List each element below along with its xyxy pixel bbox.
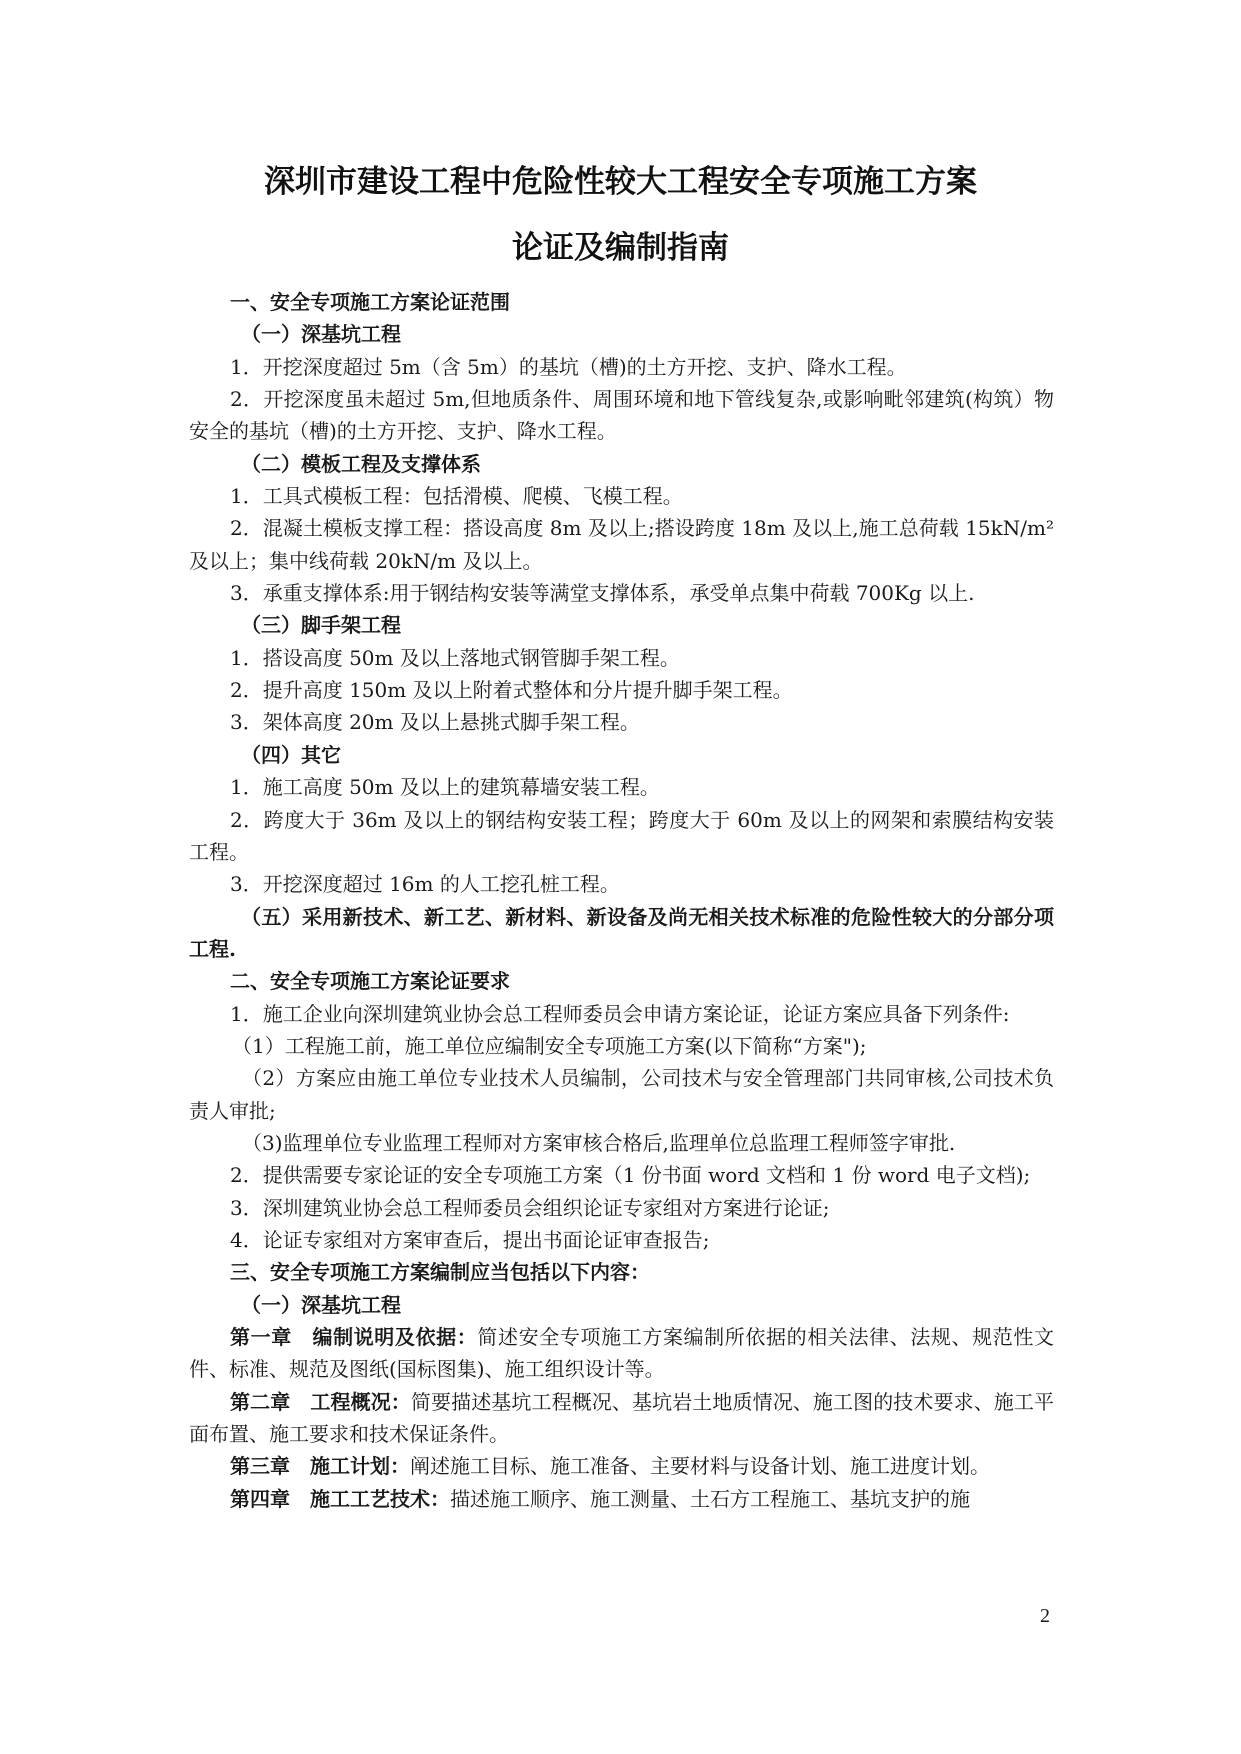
paragraph [189, 1386, 1054, 1451]
paragraph [189, 642, 1054, 674]
paragraph [189, 512, 1054, 577]
section-heading [189, 1256, 1054, 1288]
chapter-label: 第一章 编制说明及依据： [230, 1325, 478, 1349]
paragraph-text: （2）方案应由施工单位专业技术人员编制，公司技术与安全管理部门共同审核,公司技术负责人审批; [189, 1066, 1054, 1123]
paragraph-text: 3．开挖深度超过 16m 的人工挖孔桩工程。 [230, 872, 620, 897]
paragraph-text: 4．论证专家组对方案审查后，提出书面论证审查报告; [230, 1227, 710, 1252]
paragraph [189, 998, 1054, 1030]
paragraph-text: 1．施工高度 50m 及以上的建筑幕墙安装工程。 [230, 775, 660, 800]
paragraph-text: 2．开挖深度虽未超过 5m,但地质条件、周围环境和地下管线复杂,或影响毗邻建筑(构筑）物安全的基坑（槽)的土方开挖、支护、降水工程。 [189, 387, 1054, 444]
document-subtitle: 论证及编制指南 [512, 230, 729, 266]
paragraph [189, 868, 1054, 900]
paragraph [189, 706, 1054, 738]
paragraph [189, 1224, 1054, 1256]
paragraph-text: 1．搭设高度 50m 及以上落地式钢管脚手架工程。 [230, 645, 680, 670]
paragraph-text: 3．承重支撑体系:用于钢结构安装等满堂支撑体系，承受单点集中荷载 700Kg 以上. [230, 581, 975, 606]
paragraph-text: 1．施工企业向深圳建筑业协会总工程师委员会申请方案论证，论证方案应具备下列条件: [230, 1001, 1010, 1026]
paragraph [189, 480, 1054, 512]
paragraph-text: 简要描述基坑工程概况、基坑岩土地质情况、施工图的技术要求、施工平面布置、施工要求和技术保证条件。 [189, 1389, 1055, 1447]
paragraph-text: （一）深基坑工程 [241, 322, 401, 347]
document-title: 深圳市建设工程中危险性较大工程安全专项施工方案 [264, 164, 977, 200]
chapter-label: 第二章 工程概况： [230, 1389, 411, 1414]
paragraph-text: （3)监理单位专业监理工程师对方案审核合格后,监理单位总监理工程师签字审批. [242, 1130, 956, 1155]
paragraph-text: 一、安全专项施工方案论证范围 [230, 290, 510, 314]
paragraph-text: 描述施工顺序、施工测量、土石方工程施工、基坑支护的施 [450, 1486, 970, 1511]
paragraph-text: 2．提供需要专家论证的安全专项施工方案（1 份书面 word 文档和 1 份 word 电子文档); [230, 1163, 1031, 1188]
paragraph [189, 1321, 1054, 1386]
section-heading [189, 1289, 1054, 1321]
paragraph-text: 3．深圳建筑业协会总工程师委员会组织论证专家组对方案进行论证; [230, 1195, 830, 1220]
section-heading [189, 448, 1054, 480]
document-body [189, 286, 1054, 1515]
paragraph [189, 1062, 1054, 1127]
section-heading [189, 318, 1054, 350]
paragraph-text: 1．工具式模板工程：包括滑模、爬模、飞模工程。 [230, 484, 683, 509]
section-heading [189, 609, 1054, 641]
paragraph-text: （1）工程施工前，施工单位应编制安全专项施工方案(以下简称“方案"); [232, 1033, 867, 1058]
paragraph [189, 804, 1054, 869]
paragraph-text: （二）模板工程及支撑体系 [241, 451, 481, 476]
paragraph [189, 1483, 1054, 1515]
paragraph-text: 2．提升高度 150m 及以上附着式整体和分片提升脚手架工程。 [230, 678, 793, 703]
paragraph-text: （一）深基坑工程 [241, 1292, 401, 1317]
paragraph [189, 1192, 1054, 1224]
paragraph [189, 383, 1054, 448]
chapter-label: 第四章 施工工艺技术： [230, 1486, 450, 1511]
paragraph [189, 674, 1054, 706]
paragraph [189, 771, 1054, 803]
paragraph [189, 351, 1054, 383]
paragraph-text: 2．跨度大于 36m 及以上的钢结构安装工程；跨度大于 60m 及以上的网架和索膜结构安装工程。 [189, 807, 1054, 864]
section-heading [189, 965, 1054, 997]
paragraph [189, 1450, 1054, 1482]
page-number: 2 [1040, 1605, 1050, 1627]
paragraph [189, 1030, 1054, 1062]
paragraph [189, 577, 1054, 609]
paragraph-text: （四）其它 [241, 742, 341, 767]
paragraph-text: 三、安全专项施工方案编制应当包括以下内容： [230, 1260, 650, 1285]
paragraph-text: 二、安全专项施工方案论证要求 [230, 969, 510, 994]
chapter-label: 第三章 施工计划： [230, 1454, 410, 1479]
section-heading [189, 739, 1054, 771]
paragraph-text: 简述安全专项施工方案编制所依据的相关法律、法规、规范性文件、标准、规范及图纸(国标图集)、施工组织设计等。 [189, 1325, 1055, 1382]
paragraph-text: （五）采用新技术、新工艺、新材料、新设备及尚无相关技术标准的危险性较大的分部分项工程. [189, 904, 1054, 961]
paragraph-text: 3．架体高度 20m 及以上悬挑式脚手架工程。 [230, 710, 640, 735]
paragraph-text: 2．混凝土模板支撑工程：搭设高度 8m 及以上;搭设跨度 18m 及以上,施工总荷载 15kN/m² 及以上；集中线荷载 20kN/m 及以上。 [189, 516, 1054, 573]
paragraph [189, 1159, 1054, 1191]
paragraph-text: （三）脚手架工程 [241, 613, 401, 638]
section-heading [189, 901, 1054, 966]
paragraph-text: 1．开挖深度超过 5m（含 5m）的基坑（槽)的土方开挖、支护、降水工程。 [230, 354, 907, 379]
paragraph-text: 阐述施工目标、施工准备、主要材料与设备计划、施工进度计划。 [410, 1454, 990, 1479]
section-heading [189, 286, 1054, 318]
paragraph [189, 1127, 1054, 1159]
